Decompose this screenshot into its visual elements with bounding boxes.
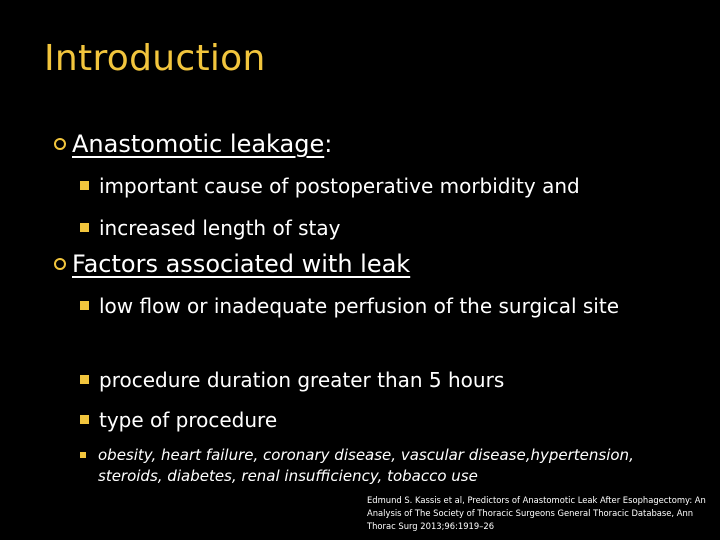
square-bullet-icon: [80, 375, 89, 384]
bullet-item: [80, 445, 680, 487]
bullet-text: increased length of stay: [99, 216, 341, 240]
bullet-item: [80, 366, 680, 394]
section-heading-colon: :: [324, 130, 333, 158]
section-heading-anastomotic-leakage: [54, 130, 332, 158]
square-bullet-icon: [80, 223, 89, 232]
slide-title: Introduction: [44, 38, 266, 79]
bullet-text: obesity, heart failure, coronary disease, vascular disease,hypertension, steroids, diabetes, renal insufficiency, tobacco use: [98, 446, 634, 485]
bullet-item: [80, 292, 640, 320]
square-bullet-icon: [80, 181, 89, 190]
bullet-item: [80, 172, 680, 200]
bullet-item: [80, 214, 680, 242]
bullet-text: important cause of postoperative morbidity and: [99, 174, 580, 198]
square-bullet-icon: [80, 415, 89, 424]
bullet-text: type of procedure: [99, 408, 278, 432]
square-bullet-icon: [80, 452, 86, 458]
ring-bullet-icon: [54, 138, 66, 150]
title-band: [0, 0, 720, 112]
bullet-text: procedure duration greater than 5 hours: [99, 368, 505, 392]
square-bullet-icon: [80, 301, 89, 310]
citation: Edmund S. Kassis et al, Predictors of Anastomotic Leak After Esophagectomy: An Analysis of The Society of Thoracic Surgeons General Thoracic Database, Ann Thorac Surg 2013;96:1919–26: [367, 495, 706, 531]
ring-bullet-icon: [54, 258, 66, 270]
bullet-item: [80, 406, 680, 434]
bullet-text: low flow or inadequate perfusion of the surgical site: [99, 294, 619, 318]
section-heading-text: Anastomotic leakage: [72, 130, 325, 158]
section-heading-factors: [54, 250, 410, 278]
section-heading-text: Factors associated with leak: [72, 250, 411, 278]
